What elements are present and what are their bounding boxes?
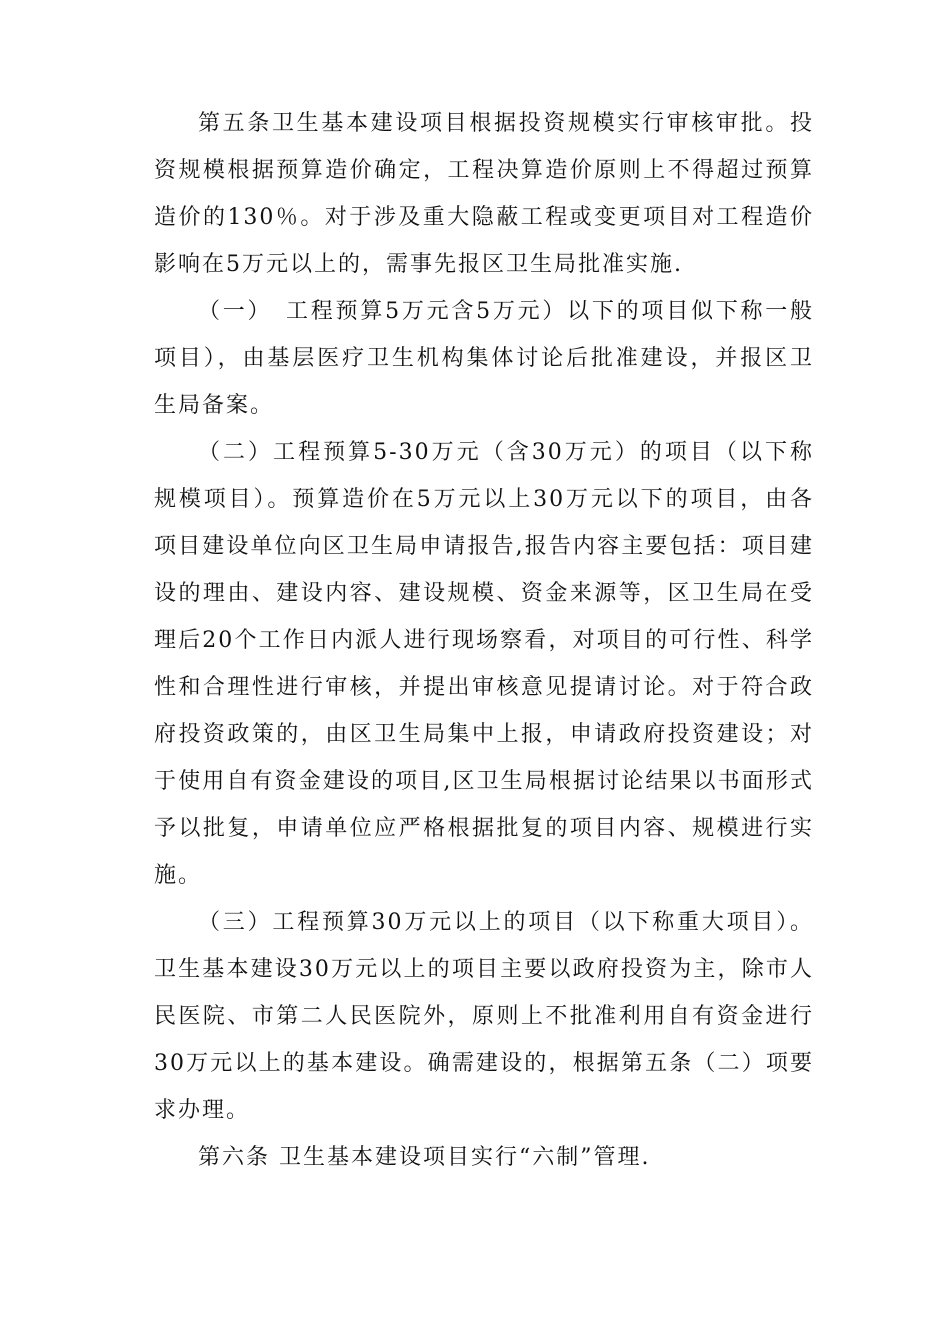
paragraph-item-3: （三）工程预算30万元以上的项目（以下称重大项目）。卫生基本建设30万元以上的项目主要以政府投资为主，除市人民医院、市第二人民医院外，原则上不批准利用自有资金进行30万元以上的基本建设。确需建设的，根据第五条（二）项要求办理。 [154, 910, 814, 1123]
document-body [154, 100, 814, 1181]
paragraph-item-2: （二）工程预算5-30万元（含30万元）的项目（以下称规模项目）。预算造价在5万元以上30万元以下的项目，由各项目建设单位向区卫生局申请报告,报告内容主要包括：项目建设的理由、建设内容、建设规模、资金来源等，区卫生局在受理后20个工作日内派人进行现场察看，对项目的可行性、科学性和合理性进行审核，并提出审核意见提请讨论。对于符合政府投资政策的，由区卫生局集中上报，申请政府投资建设；对于使用自有资金建设的项目,区卫生局根据讨论结果以书面形式予以批复，申请单位应严格根据批复的项目内容、规模进行实施。 [154, 440, 814, 888]
paragraph-article-5: 第五条卫生基本建设项目根据投资规模实行审核审批。投资规模根据预算造价确定，工程决算造价原则上不得超过预算造价的130％。对于涉及重大隐蔽工程或变更项目对工程造价影响在5万元以上的，需事先报区卫生局批准实施. [154, 111, 814, 277]
paragraph-item-1: （一） 工程预算5万元含5万元）以下的项目似下称一般项目），由基层医疗卫生机构集体讨论后批准建设，并报区卫生局备案。 [154, 299, 814, 418]
paragraph-article-6: 第六条 卫生基本建设项目实行“六制”管理. [198, 1145, 651, 1170]
